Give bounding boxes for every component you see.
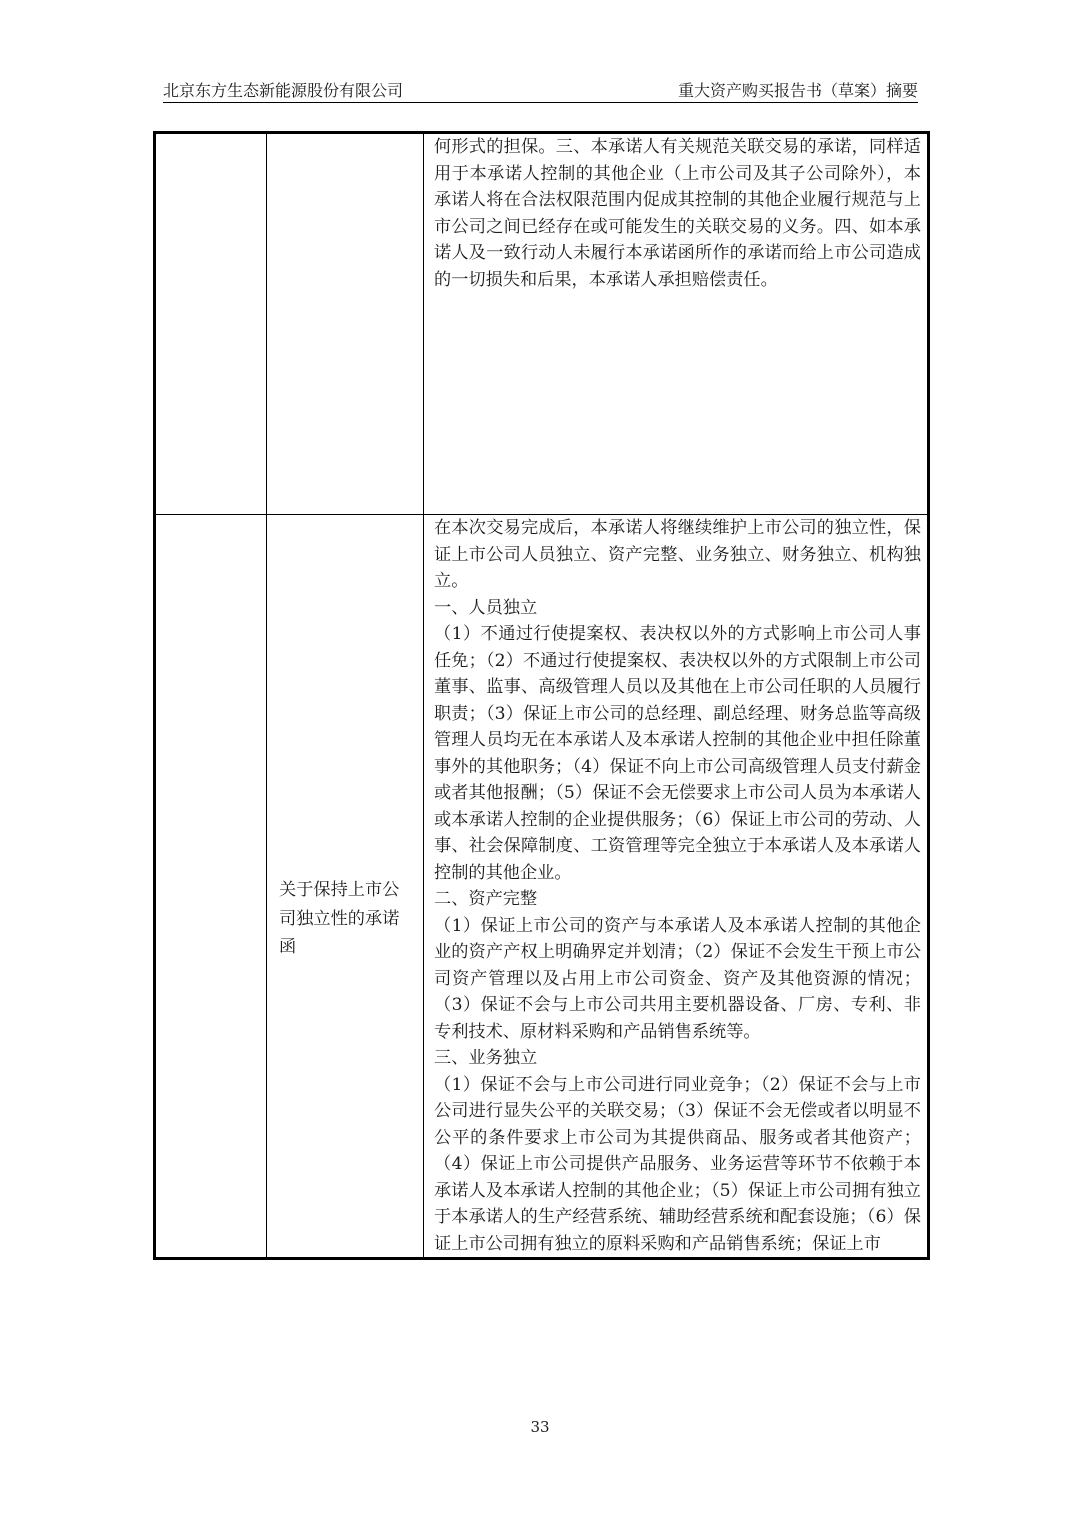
commitment-paragraph: （1）不通过行使提案权、表决权以外的方式影响上市公司人事任免；（2）不通过行使提案权、表决权以外的方式限制上市公司董事、监事、高级管理人员以及其他在上市公司任职的人员履行职责；（3）保证上市公司的总经理、副总经理、财务总监等高级管理人员均无在本承诺人及本承诺人控制的其他企业中担任除董事外的其他职务；（4）保证不向上市公司高级管理人员支付薪金或者其他报酬；（5）保证不会无偿要求上市公司人员为本承诺人或本承诺人控制的企业提供服务；（6）保证上市公司的劳动、人事、社会保障制度、工资管理等完全独立于本承诺人及本承诺人控制的其他企业。 bbox=[434, 624, 921, 883]
page-header bbox=[163, 76, 918, 103]
commitment-paragraph: （1）保证不会与上市公司进行同业竞争；（2）保证不会与上市公司进行显失公平的关联交易；（3）保证不会无偿或者以明显不公平的条件要求上市公司为其提供商品、服务或者其他资产；（4）保证上市公司提供产品服务、业务运营等环节不依赖于本承诺人及本承诺人控制的其他企业；（5）保证上市公司拥有独立于本承诺人的生产经营系统、辅助经营系统和配套设施；（6）保证上市公司拥有独立的原料采购和产品销售系统；保证上市 bbox=[434, 1074, 921, 1254]
commitment-table bbox=[153, 131, 930, 1260]
section-heading: 二、资产完整 bbox=[434, 889, 538, 909]
commitment-paragraph: 在本次交易完成后，本承诺人将继续维护上市公司的独立性，保证上市公司人员独立、资产完整、业务独立、财务独立、机构独立。 bbox=[434, 518, 921, 591]
table-cell-party bbox=[155, 515, 267, 1259]
table-cell-title bbox=[267, 133, 424, 515]
commitment-title: 关于保持上市公司独立性的承诺函 bbox=[279, 880, 400, 958]
commitment-paragraph: （1）保证上市公司的资产与本承诺人及本承诺人控制的其他企业的资产产权上明确界定并划清；（2）保证不会发生干预上市公司资产管理以及占用上市公司资金、资产及其他资源的情况；（3）保证不会与上市公司共用主要机器设备、厂房、专利、非专利技术、原材料采购和产品销售系统等。 bbox=[434, 915, 921, 1042]
table-cell-title bbox=[267, 515, 424, 1259]
commitment-text: 何形式的担保。三、本承诺人有关规范关联交易的承诺，同样适用于本承诺人控制的其他企业（上市公司及其子公司除外），本承诺人将在合法权限范围内促成其控制的其他企业履行规范与上市公司之间已经存在或可能发生的关联交易的义务。四、如本承诺人及一致行动人未履行本承诺函所作的承诺而给上市公司造成的一切损失和后果，本承诺人承担赔偿责任。 bbox=[434, 137, 921, 290]
document-title: 重大资产购买报告书（草案）摘要 bbox=[677, 81, 918, 100]
company-name: 北京东方生态新能源股份有限公司 bbox=[163, 81, 404, 100]
table-row bbox=[155, 515, 929, 1259]
table-row bbox=[155, 133, 929, 515]
table-cell-party bbox=[155, 133, 267, 515]
table-cell-content bbox=[424, 515, 929, 1259]
section-heading: 一、人员独立 bbox=[434, 597, 538, 618]
page-number: 33 bbox=[530, 1418, 550, 1436]
table-cell-content bbox=[424, 133, 929, 515]
section-heading: 三、业务独立 bbox=[434, 1048, 538, 1068]
